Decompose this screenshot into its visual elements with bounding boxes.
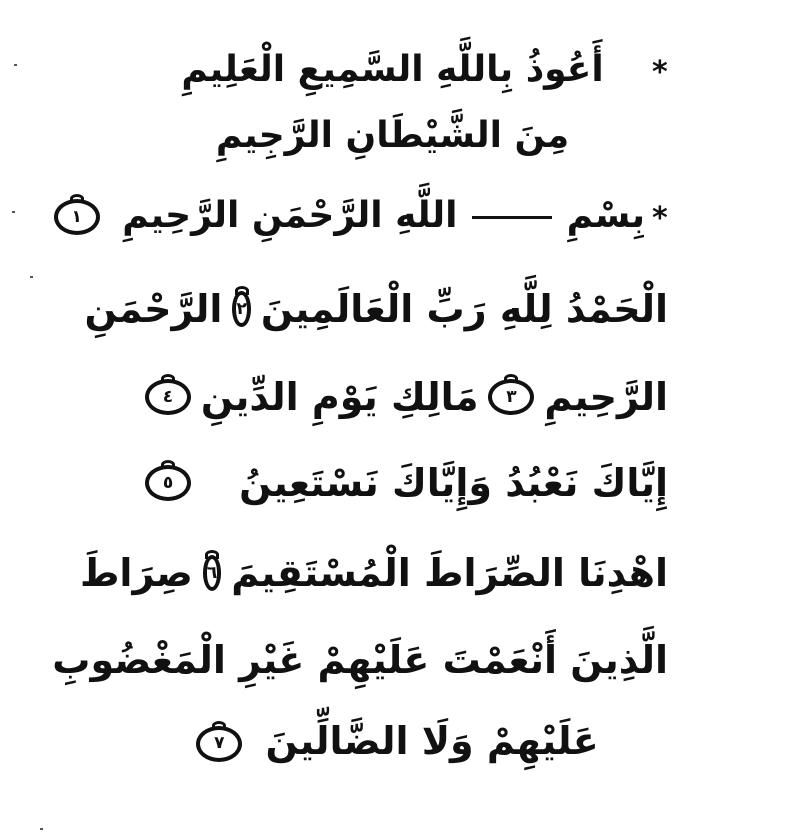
fatiha-line-6 <box>79 551 668 595</box>
scan-speck <box>30 276 33 278</box>
verse-text-5: إِيَّاكَ نَعْبُدُ وَإِيَّاكَ نَسْتَعِينُ <box>239 461 668 505</box>
scan-speck <box>40 828 43 830</box>
verse-text-2: الْحَمْدُ لِلَّهِ رَبِّ الْعَالَمِينَ <box>260 287 668 331</box>
fatiha-line-4 <box>135 375 668 419</box>
basmala-rest: اللَّهِ الرَّحْمَنِ الرَّحِيمِ <box>122 195 458 236</box>
scan-speck <box>12 211 15 213</box>
asterisk-marker-istiadha: * <box>652 55 668 90</box>
verse-text-7-start: صِرَاطَ <box>79 551 193 595</box>
istiadha-text-1: أَعُوذُ بِاللَّهِ السَّمِيعِ الْعَلِيمِ <box>181 49 604 90</box>
tatweel-stroke <box>472 216 552 219</box>
fatiha-line-7 <box>52 638 668 682</box>
verse-text-3-end: الرَّحِيمِ <box>544 375 668 419</box>
verse-marker-5: ٥ <box>145 465 191 501</box>
verse-text-6: اهْدِنَا الصِّرَاطَ الْمُسْتَقِيمَ <box>231 551 668 595</box>
verse-marker-2: ٢ <box>232 291 250 327</box>
istiadha-line-2 <box>0 115 785 156</box>
basmala-line <box>44 195 645 236</box>
asterisk-marker-basmala: * <box>652 201 668 236</box>
istiadha-text-2: مِنَ الشَّيْطَانِ الرَّجِيمِ <box>215 115 570 156</box>
verse-marker-6: ٦ <box>203 555 221 591</box>
verse-marker-3: ٣ <box>488 379 534 415</box>
fatiha-line-8 <box>0 719 785 763</box>
fatiha-line-3 <box>84 287 668 331</box>
fatiha-line-5 <box>135 461 668 505</box>
verse-text-7-middle: الَّذِينَ أَنْعَمْتَ عَلَيْهِمْ غَيْرِ الْمَغْضُوبِ <box>52 638 668 682</box>
verse-marker-4: ٤ <box>145 379 191 415</box>
verse-text-3-start: الرَّحْمَنِ <box>84 287 223 331</box>
verse-text-4: مَالِكِ يَوْمِ الدِّينِ <box>200 375 479 419</box>
basmala-bism: بِسْمِ <box>566 195 645 236</box>
verse-text-7-end: عَلَيْهِمْ وَلَا الضَّالِّينَ <box>265 719 599 763</box>
verse-marker-7: ٧ <box>196 726 242 762</box>
verse-marker-1: ١ <box>54 199 100 235</box>
istiadha-line-1 <box>0 49 785 90</box>
